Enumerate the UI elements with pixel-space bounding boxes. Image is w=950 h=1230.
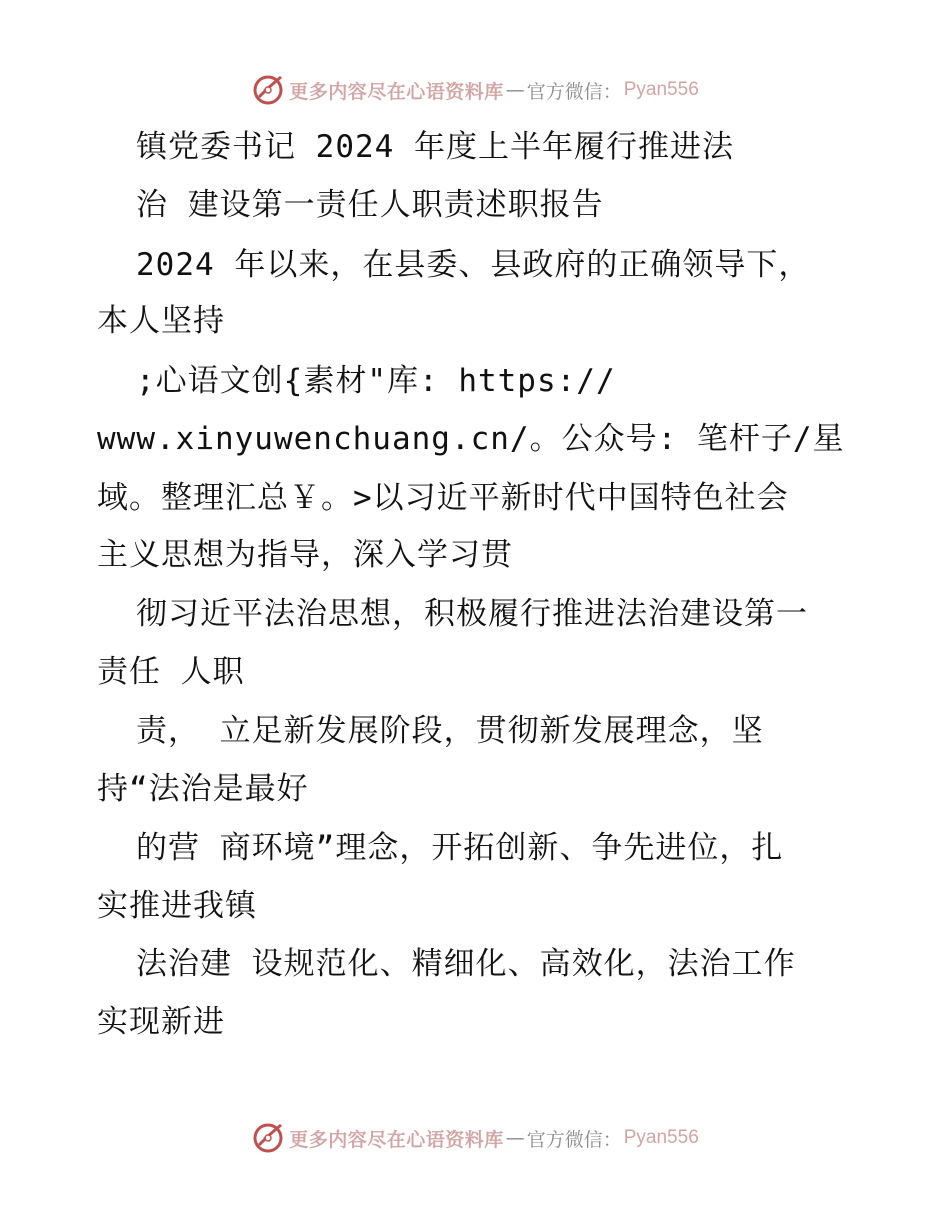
body-line: 2024 年以来，在县委、县政府的正确领导下， <box>136 247 811 283</box>
footer-wechat-id: Pyan556 <box>623 1127 699 1148</box>
body-line: 彻习近平法治思想，积极履行推进法治建设第一 <box>136 596 808 632</box>
footer-wechat-label: 官方微信： <box>526 1128 622 1151</box>
body-line: 的营 商环境”理念，开拓创新、争先进位，扎 <box>136 830 784 866</box>
document-title-line-2: 治 建设第一责任人职责述职报告 <box>136 187 604 223</box>
body-line: 责任 人职 <box>97 654 245 690</box>
xinyu-logo-icon <box>251 73 285 107</box>
body-line: 域。整理汇总￥。>以习近平新时代中国特色社会 <box>97 480 789 516</box>
body-line: 持“法治是最好 <box>97 771 309 807</box>
body-line: 法治建 设规范化、精细化、高效化，法治工作 <box>136 946 796 982</box>
header-dash: — <box>505 79 525 101</box>
header-watermark <box>0 70 950 110</box>
body-line: 责， 立足新发展阶段，贯彻新发展理念，坚 <box>136 713 764 749</box>
footer-dash: — <box>505 1127 525 1149</box>
body-line: 实推进我镇 <box>97 888 257 924</box>
document-title-line-1: 镇党委书记 2024 年度上半年履行推进法 <box>136 129 734 165</box>
body-line: ;心语文创{素材"库: https:// <box>136 363 616 399</box>
footer-watermark <box>0 1118 950 1158</box>
body-line: www.xinyuwenchuang.cn/。公众号: 笔杆子/星 <box>97 421 845 457</box>
body-line: 实现新进 <box>97 1004 225 1040</box>
header-wechat-label: 官方微信： <box>526 80 622 103</box>
body-line: 本人坚持 <box>97 303 225 339</box>
footer-slogan: 更多内容尽在心语资料库 <box>289 1128 504 1151</box>
header-slogan: 更多内容尽在心语资料库 <box>289 80 504 103</box>
header-wechat-id: Pyan556 <box>623 79 699 100</box>
body-line: 主义思想为指导，深入学习贯 <box>97 537 513 573</box>
xinyu-logo-icon <box>251 1121 285 1155</box>
